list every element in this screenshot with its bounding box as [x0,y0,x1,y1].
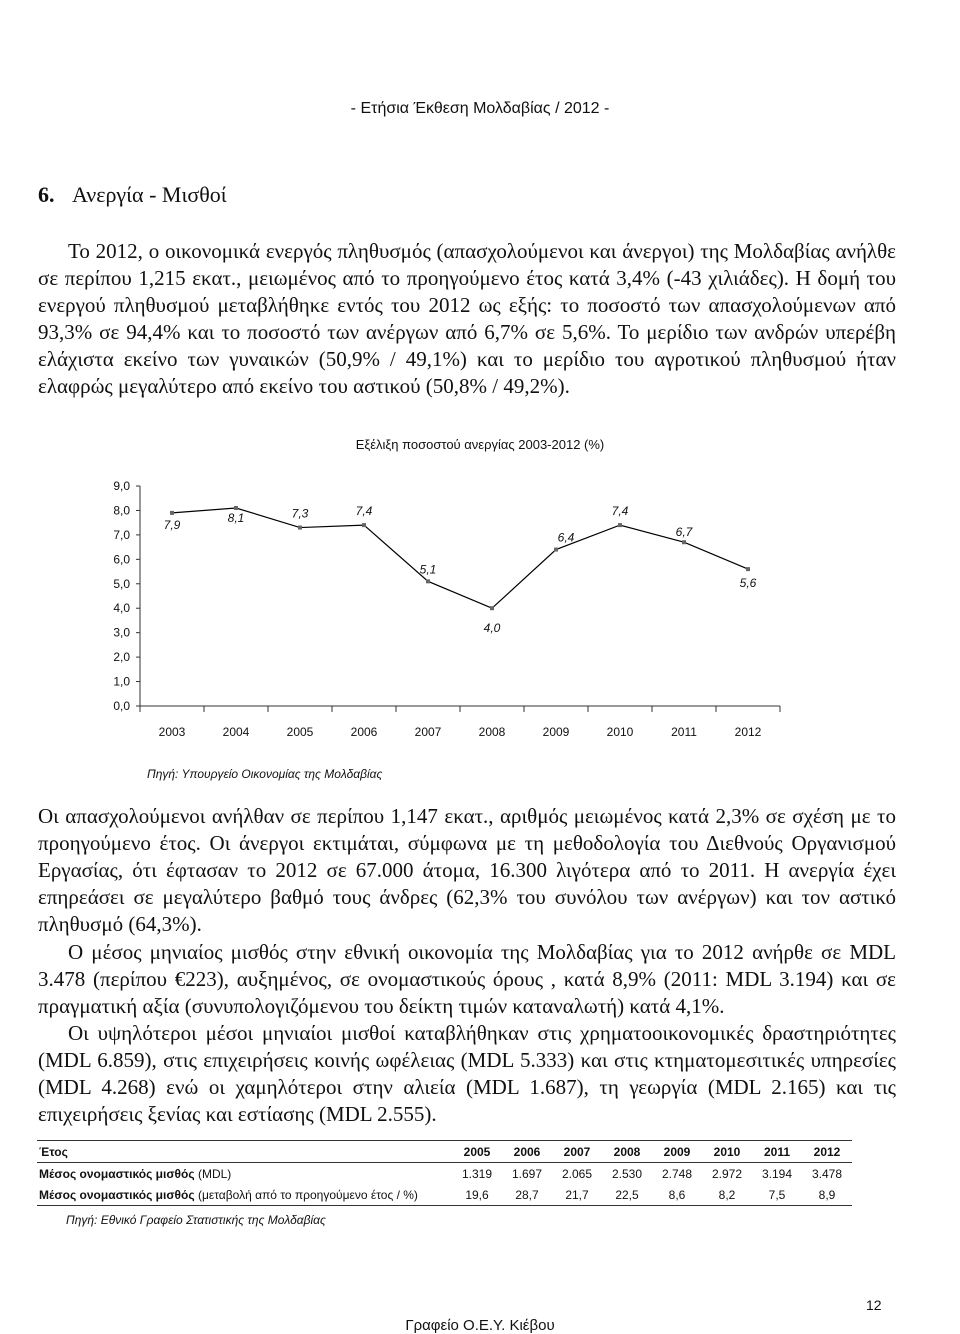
table-row-label [37,1163,452,1185]
x-tick-label: 2006 [350,725,378,739]
x-tick-label: 2009 [542,725,570,739]
table-cell: 8,9 [802,1184,852,1206]
data-point [618,523,622,527]
table-cell: 2.065 [561,1166,593,1181]
x-tick-label: 2012 [734,725,762,739]
section-number: 6. [38,182,55,207]
data-label: 8,1 [227,511,245,525]
table-year: 2007 [552,1141,602,1163]
table-cell: 22,5 [602,1184,652,1206]
table-header-row [37,1141,852,1163]
data-point [170,511,174,515]
x-tick-label: 2008 [478,725,506,739]
data-label: 5,6 [739,576,757,591]
data-label: 6,4 [557,530,575,545]
x-tick-label: 2007 [414,725,442,739]
data-point [362,523,366,527]
x-tick-label: 2005 [286,725,314,739]
table-cell: 3.194 [761,1166,793,1181]
data-point [554,548,558,552]
data-point [746,567,750,571]
data-point [298,526,302,530]
paragraph-highest-wages: Οι υψηλότεροι μέσοι μηνιαίοι μισθοί καταβλήθηκαν στις χρηματοοικονομικές δραστηριότητες (MDL 6.859), στις επιχειρήσεις κοινής ωφέλειας (MDL 5.333) και στις κτηματομεσιτικές υπηρεσίες (MDL 4.268) ενώ οι χαμηλότεροι στην αλιεία (MDL 1.687), τη γεωργία (MDL 2.165) και τις επιχειρήσεις ξενίας και εστίασης (MDL 2.555). [38,1021,896,1126]
table-cell: 8,6 [652,1184,702,1206]
chart-source: Πηγή: Υπουργείο Οικονομίας της Μολδαβίας [147,767,383,781]
row2-note: (μεταβολή από το προηγούμενο έτος / %) [197,1187,418,1202]
y-tick-label: 2,0 [113,650,130,665]
y-tick-label: 1,0 [113,674,130,689]
data-label: 7,9 [163,517,181,532]
table-cell: 19,6 [452,1184,502,1206]
table-cell: 21,7 [552,1184,602,1206]
data-point [234,506,238,510]
table-row-label [37,1184,452,1206]
table-year: 2009 [652,1141,702,1163]
footer: Γραφείο Ο.Ε.Υ. Κιέβου [405,1317,555,1334]
x-tick-label: 2010 [606,725,634,739]
table-row [37,1163,852,1185]
page-number: 12 [866,1297,882,1313]
y-tick-label: 9,0 [113,479,130,493]
data-label: 5,1 [419,562,437,577]
table-cell: 2.748 [661,1166,693,1181]
paragraph-active-population: Το 2012, ο οικονομικά ενεργός πληθυσμός (απασχολούμενοι και άνεργοι) της Μολδαβίας ανήλθε σε περίπου 1,215 εκατ., μειωμένος από το προηγούμενο έτος κατά 3,4% (-43 χιλιάδες). Η δομή του ενεργού πληθυσμού μεταβλήθηκε εντός του 2012 ως εξής: το ποσοστό των απασχολούμενων από 93,3% σε 94,4% και το ποσοστό των ανέργων από 6,7% σε 5,6%. Το μερίδιο των ανδρών υπερέβη ελάχιστα εκείνο των γυναικών (50,9% / 49,1%) και το μερίδιο του αγροτικού πληθυσμού ήταν ελαφρώς μεγαλύτερο από εκείνο του αστικού (50,8% / 49,2%). [38,239,896,398]
y-tick-label: 4,0 [113,601,130,616]
data-point [490,606,494,610]
table-year: 2005 [452,1141,502,1163]
y-tick-label: 7,0 [113,527,130,542]
y-tick-label: 5,0 [113,576,130,591]
series-line [172,508,748,608]
x-tick-label: 2003 [158,725,186,739]
table-header-label: Έτος [37,1141,452,1163]
section-heading [38,182,227,208]
y-tick-label: 3,0 [113,625,130,640]
x-tick-label: 2004 [222,725,250,739]
x-tick-label: 2011 [671,725,697,739]
section-title: Ανεργία - Μισθοί [72,182,227,207]
table-cell: 7,5 [752,1184,802,1206]
unemployment-line-chart [80,468,800,758]
data-point [682,540,686,544]
table-year: 2006 [502,1141,552,1163]
data-label: 6,7 [675,525,693,540]
row1-label: Μέσος ονομαστικός μισθός [39,1166,195,1181]
table-cell: 1.319 [461,1166,493,1181]
table-cell: 2.530 [611,1166,643,1181]
table-cell: 2.972 [711,1166,743,1181]
table-cell: 28,7 [502,1184,552,1206]
table-year: 2008 [602,1141,652,1163]
running-head: - Ετήσια Έκθεση Μολδαβίας / 2012 - [350,100,610,117]
table-year: 2011 [752,1141,802,1163]
data-label: 7,3 [291,506,309,521]
data-label: 7,4 [611,504,629,519]
data-label: 4,0 [483,621,501,636]
data-label: 7,4 [355,504,373,519]
paragraph-average-wage: Ο μέσος μηνιαίος μισθός στην εθνική οικονομία της Μολδαβίας για το 2012 ανήρθε σε MDL 3.478 (περίπου €223), αυξημένος, σε ονομαστικούς όρους , κατά 8,9% (2011: MDL 3.194) και σε πραγματική αξία (συνυπολογιζόμενου του δείκτη τιμών καταναλωτή) κατά 4,1%. [38,940,896,1018]
row1-note: (MDL) [197,1166,232,1181]
y-tick-label: 8,0 [113,503,130,518]
row2-label: Μέσος ονομαστικός μισθός [39,1187,195,1202]
y-tick-label: 6,0 [113,552,130,567]
table-source: Πηγή: Εθνικό Γραφείο Στατιστικής της Μολδαβίας [66,1213,326,1227]
chart-title: Εξέλιξη ποσοστού ανεργίας 2003-2012 (%) [355,437,605,452]
paragraph-employment: Οι απασχολούμενοι ανήλθαν σε περίπου 1,147 εκατ., αριθμός μειωμένος κατά 2,3% σε σχέση με το προηγούμενο έτος. Οι άνεργοι εκτιμάται, σύμφωνα με τη μεθοδολογία του Διεθνούς Οργανισμού Εργασίας, ότι έφτασαν το 2012 σε 67.000 άτομα, 16.300 λιγότερα από το 2011. Η ανεργία έχει επηρεάσει σε μεγαλύτερο βαθμό τους άνδρες (62,3% του συνόλου των ανέργων) και τον αστικό πληθυσμό (64,3%). [38,804,896,936]
y-tick-label: 0,0 [113,699,130,713]
table-year: 2010 [702,1141,752,1163]
wage-table [37,1140,852,1206]
table-row [37,1184,852,1206]
data-point [426,579,430,583]
table-cell: 3.478 [811,1166,843,1181]
table-cell: 1.697 [511,1166,543,1181]
table-year: 2012 [802,1141,852,1163]
table-cell: 8,2 [702,1184,752,1206]
